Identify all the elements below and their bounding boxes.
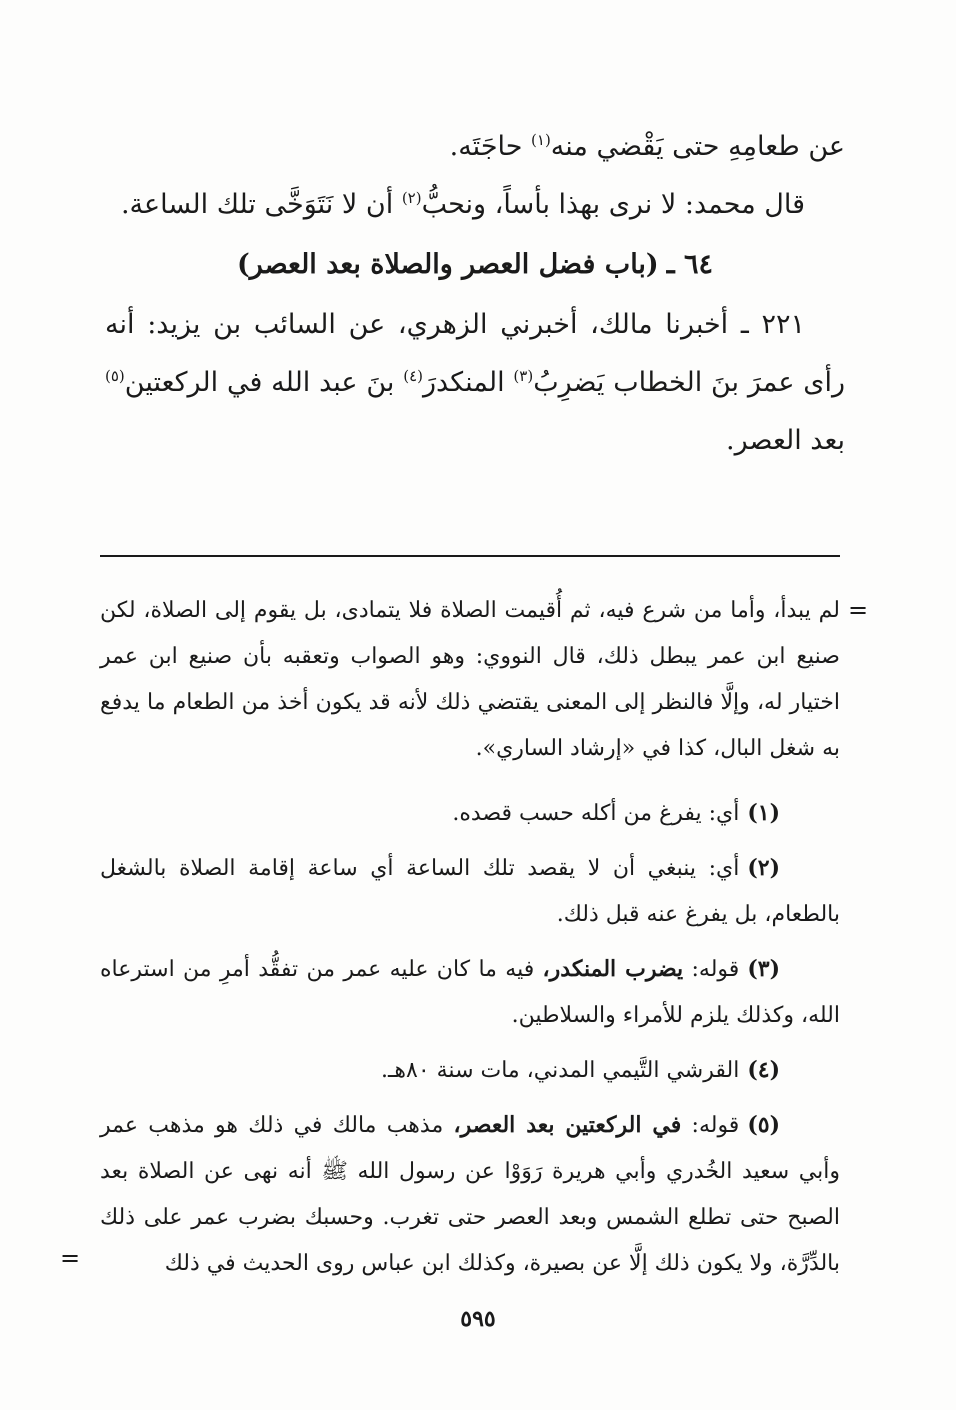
footnote-5-lead: قوله: — [681, 1113, 740, 1138]
footnote-3-text: فيه ما كان عليه عمر من تفقُّد أمرِ من استرعاه الله، وكذلك يلزم للأمراء والسلاطين. — [100, 957, 840, 1028]
footnote-4-text: القرشي التَّيمي المدني، مات سنة ٨٠هـ. — [380, 1058, 740, 1083]
main-paragraph-2-tail: أن لا نَتَوَخَّى تلك الساعة. — [120, 189, 402, 220]
chapter-title: (باب فضل العصر والصلاة بعد العصر) — [236, 249, 659, 280]
footnote-ref-3: (٣) — [513, 367, 534, 385]
footnote-1-marker: (١) — [747, 800, 780, 826]
footnotes — [100, 588, 840, 1287]
footnote-continuation: لم يبدأ، وأما من شرع فيه، ثم أُقيمت الصلاة فلا يتمادى، بل يقوم إلى الصلاة، لكن صنيع ابن عمر يبطل ذلك، قال النووي: وهو الصواب وتعقبه بأن صنيع ابن عمر اختيار له، وإلَّا فالنظر إلى المعنى يقتضي ذلك لأنه قد يكون أخذ من الطعام ما يدفع به شغل البال، كذا في «إرشاد الساري». — [100, 598, 840, 761]
footnote-5-text: مذهب مالك في ذلك هو مذهب عمر وأبي سعيد الخُدري وأبي هريرة رَوَوْا عن رسول الله ﷺ أنه نهى عن الصلاة بعد الصبح حتى تطلع الشمس وبعد العصر حتى تغرب. وحسبك بضرب عمر على ذلك بالدِّرَّة، ولا يكون ذلك إلَّا عن بصيرة، وكذلك ابن عباس روى الحديث في ذلك — [100, 1113, 840, 1276]
chapter-number: ٦٤ ـ — [666, 249, 714, 280]
footnote-2 — [100, 845, 840, 938]
main-paragraph-1 — [105, 118, 845, 176]
footnote-2-text: أي: ينبغي أن لا يقصد تلك الساعة أي ساعة إقامة الصلاة بالشغل بالطعام، بل يفرغ عنه قبل ذلك. — [100, 856, 840, 927]
footnote-ref-5: (٥) — [105, 367, 125, 385]
footnote-separator — [100, 555, 840, 557]
footnote-5 — [100, 1102, 840, 1287]
main-paragraph-1-tail: حاجَتَه. — [449, 131, 532, 162]
continued-from-previous-mark: = — [848, 596, 869, 624]
footnote-5-marker: (٥) — [747, 1112, 780, 1138]
footnote-2-marker: (٢) — [747, 855, 780, 881]
footnote-5-keyword: في الركعتين بعد العصر، — [453, 1112, 682, 1138]
hadith-text-d: بعد العصر. — [726, 425, 845, 456]
main-paragraph-2-text: قال محمد: لا نرى بهذا بأساً، ونحبُّ — [421, 189, 805, 220]
chapter-heading — [105, 234, 845, 296]
footnote-3-marker: (٣) — [747, 956, 780, 982]
continued-on-next-mark: = — [60, 1244, 81, 1272]
footnote-4-marker: (٤) — [747, 1057, 780, 1083]
footnote-3-keyword: يضرب المنكدر، — [542, 956, 684, 982]
footnote-3 — [100, 946, 840, 1039]
main-paragraph-2 — [105, 176, 845, 234]
footnote-3-lead: قوله: — [683, 957, 740, 982]
page-number: ٥٩٥ — [460, 1306, 496, 1332]
hadith-text-c: بنَ عبد الله في الركعتين — [124, 367, 404, 398]
footnote-ref-1: (١) — [531, 131, 551, 149]
footnote-1-text: أي: يفرغ من أكله حسب قصده. — [452, 801, 740, 826]
footnote-1 — [100, 790, 840, 837]
hadith-text-b: المنكدرَ — [423, 367, 514, 398]
hadith-text-a: أنه رأى عمرَ بنَ الخطاب يَضرِبُ — [105, 309, 845, 398]
footnote-ref-2: (٢) — [401, 189, 422, 207]
main-text — [105, 118, 845, 470]
footnote-4 — [100, 1047, 840, 1094]
footnote-ref-4: (٤) — [403, 367, 423, 385]
hadith-paragraph — [105, 296, 845, 470]
hadith-intro: ٢٢١ ـ أخبرنا مالك، أخبرني الزهري، عن السائب بن يزيد: — [147, 309, 805, 340]
main-paragraph-1-text: عن طعامِهِ حتى يَقْضي منه — [550, 131, 845, 162]
